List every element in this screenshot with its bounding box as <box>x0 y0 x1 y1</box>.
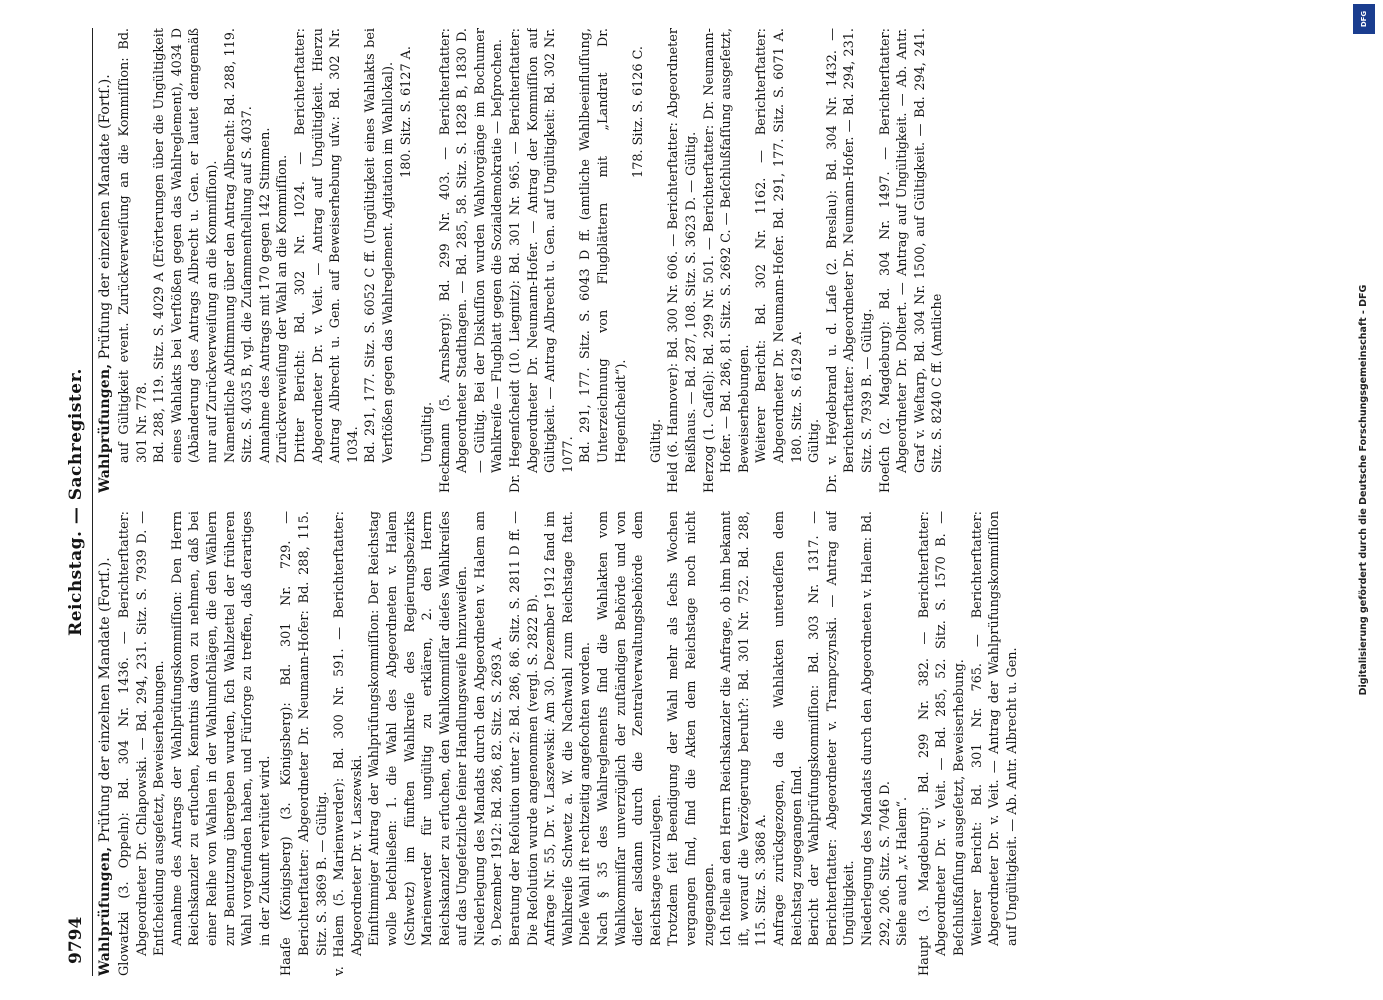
entry-paragraph: Dr. Hegenſcheidt (10. Liegnitz): Bd. 301 Nr. 965. — Berichterſtatter: Abgeordneter Dr. Neumann-Hofer. — Antrag der Kommiſſion auf Gültigkeit. — Antrag Albrecht u. Gen. auf Ungültigkeit: Bd. 302 Nr. 1077. <box>508 28 576 493</box>
entry-paragraph: Niederlegung des Mandats durch den Abgeordneten v. Halem am 9. Dezember 1912: Bd. 286, 82. Sitz. S. 2693 A. <box>472 511 506 946</box>
entry-paragraph: Beratung der Reſolution unter 2: Bd. 286, 86. Sitz. S. 2811 D ff. — Die Reſolution wurde angenommen (vergl. S. 2822 B). <box>508 511 541 946</box>
entry-paragraph: Gültig. <box>807 418 823 463</box>
entry-paragraph: v. Halem (5. Marienwerder): Bd. 300 Nr. 591. — Berichterſtatter: Abgeordneter Dr. v. Laszewski. <box>332 511 365 976</box>
credit-text: Digitalisierung gefördert durch die Deutsche Forschungsgemeinschaft - DFG <box>1358 284 1369 696</box>
entry-paragraph: Trotzdem ſeit Beendigung der Wahl mehr als ſechs Wochen vergangen ſind, ſind die Akten dem Reichstage noch nicht zugegangen. <box>666 511 717 946</box>
dfg-logo-text: DFG <box>1360 10 1368 28</box>
entry-paragraph: auf Gültigkeit event. Zurückverweiſung an die Kommiſſion: Bd. 301 Nr. 778. <box>117 28 150 463</box>
entry-paragraph: Haupt (3. Magdeburg): Bd. 299 Nr. 382. — Berichterſtatter: Abgeordneter Dr. v. Veit. — Bd. 285, 52. Sitz. S. 1570 B. — Beſchlußfaſſung ausgeſetzt, Beweiserhebung. <box>916 511 967 976</box>
entry-paragraph: Ich ſtelle an den Herrn Reichskanzler die Anfrage, ob ihm bekannt iſt, worauf die Verzögerung beruht?: Bd. 301 Nr. 752. Bd. 288, 115. Sitz. S. 3868 A. <box>719 511 770 946</box>
entry-paragraph: Siehe auch „v. Halem“. <box>895 796 911 946</box>
entry-paragraph: Bd. 291, 177. Sitz. S. 6052 C ff. (Ungültigkeit eines Wahlakts bei Verſtößen gegen das Wahlreglement. Agitation im Wahllokal). <box>363 28 396 463</box>
left-column <box>96 511 1300 976</box>
entry-paragraph: Nach § 35 des Wahlreglements ſind die Wahlakten vom Wahlkommiſſar unverzüglich der zuſtändigen Behörde und von dieſer alsdann durch die Zentralverwaltungsbehörde dem Reichstage vorzulegen. <box>596 511 664 946</box>
entry-paragraph: Hoeſch (2. Magdeburg): Bd. 304 Nr. 1497. — Berichterſtatter: Abgeordneter Dr. Doltert. — Antrag auf Ungültigkeit. — Ab. Antr. Graf v. Weſtarp, Bd. 304 Nr. 1500, auf Gültigkeit. — Bd. 294, 241. Sitz. S. 8240 C ff. (Amtliche <box>877 28 946 493</box>
column-heading <box>96 511 114 976</box>
entry-paragraph: Heckmann (5. Arnsberg): Bd. 299 Nr. 403. — Berichterſtatter: Abgeordneter Stadthagen. — Bd. 285, 58. Sitz. S. 1828 B, 1830 D. — Gültig. Bei der Diskuſſion wurden Wahlvorgänge im Bochumer Wahlkreiſe — Flugblatt gegen die Sozialdemokratie — beſprochen. <box>437 28 506 493</box>
entry-paragraph: Anfrage Nr. 55, Dr. v. Laszewski: Am 30. Dezember 1912 fand im Wahlkreiſe Schwetz a. W. die Nachwahl zum Reichstage ſtatt. Dieſe Wahl iſt rechtzeitig angefochten worden. <box>543 511 594 946</box>
heading-rest: Prüfung der einzelnen Mandate (Fortſ.). <box>97 74 113 364</box>
page-number: 9794 <box>66 916 86 964</box>
entry-paragraph: Bd. 291, 177. Sitz. S. 6043 D ff. (amtliche Wahlbeeinfluſſung, Unterzeichnung von Flugblättern mit „Landrat Dr. Hegenſcheidt“). <box>578 28 629 463</box>
entry-paragraph: Glowatzki (3. Oppeln): Bd. 304 Nr. 1436. — Berichterſtatter: Abgeordneter Dr. Chlapowski. — Bd. 294, 231. Sitz. S. 7939 D. — Entſcheidung ausgeſetzt, Beweiserhebungen. <box>117 511 168 976</box>
entry-paragraph: Dritter Bericht: Bd. 302 Nr. 1024. — Berichterſtatter: Abgeordneter Dr. v. Veit. — Antrag auf Ungültigkeit. Hierzu Antrag Albrecht u. Gen. auf Beweiserhebung uſw.: Bd. 302 Nr. 1034. <box>292 28 361 463</box>
digitization-credit <box>1349 20 1379 960</box>
entry-paragraph: 180. Sitz. S. 6127 A. <box>398 46 414 178</box>
entry-paragraph: Herzog (1. Caſſel): Bd. 299 Nr. 501. — Berichterſtatter: Dr. Neumann-Hofer. — Bd. 286, 81. Sitz. S. 2692 C. — Beſchlußfaſſung ausgeſetzt, Beweiserhebungen. <box>701 28 752 493</box>
entry-paragraph: Anfrage zurückgezogen, da die Wahlakten unterdeſſen dem Reichstag zugegangen ſind. <box>771 511 805 946</box>
entry-paragraph: Haaſe (Königsberg) (3. Königsberg): Bd. 301 Nr. 729. — Berichterſtatter: Abgeordneter Dr. Neumann-Hofer: Bd. 288, 115. Sitz. S. 3869 B. — Gültig. <box>279 511 330 976</box>
entry-paragraph: Niederlegung des Mandats durch den Abgeordneten v. Halem: Bd. 292, 206. Sitz. S. 7046 D. <box>859 511 893 946</box>
page-title: Reichstag. — Sachregister. <box>66 368 86 636</box>
right-column <box>96 28 1300 493</box>
entry-paragraph: Bd. 288, 119. Sitz. S. 4029 A (Erörterungen über die Ungültigkeit eines Wahlakts bei Verſtößen gegen das Wahlreglement), 4034 D (Abänderung des Antrags Albrecht u. Gen. er lautet demgemäß nur auf Zurückverweiſung an die Kommiſſion). <box>152 28 220 463</box>
entry-paragraph: Zurückverweiſung der Wahl an die Kommiſſion. <box>275 154 291 463</box>
text-columns <box>96 28 1300 976</box>
heading-bold: Wahlprüfungen, <box>97 363 113 493</box>
entry-paragraph: Bericht der Wahlprüfungskommiſſion: Bd. 303 Nr. 1317. — Berichterſtatter: Abgeordneter v. Trampczynski. — Antrag auf Ungültigkeit. <box>807 511 858 946</box>
heading-rest: Prüfung der einzelnen Mandate (Fortſ.). <box>97 557 113 847</box>
entry-paragraph: Namentliche Abſtimmung über den Antrag Albrecht: Bd. 288, 119. Sitz. S. 4035 B, vgl. die Zuſammenſtellung auf S. 4037. <box>222 28 256 463</box>
entry-paragraph: Annahme des Antrags der Wahlprüfungskommiſſion: Den Herrn Reichskanzler zu erſuchen, Kenntnis davon zu nehmen, daß bei einer Reihe von Wahlen in der Wahlumſchlägen, die den Wählern zur Benutzung übergeben wurden, ſich Wahlzettel der früheren Wahl vorgefunden haben, und Fürſorge zu treffen, daß derartiges in der Zukunft verhütet wird. <box>169 511 273 946</box>
entry-paragraph: Dr. v. Heydebrand u. d. Laſe (2. Breslau): Bd. 304 Nr. 1432. — Berichterſtatter: Abgeordneter Dr. Neumann-Hofer. — Bd. 294, 231. Sitz. S. 7939 B. — Gültig. <box>824 28 875 493</box>
entry-paragraph: Ungültig. <box>420 401 436 463</box>
entry-paragraph: Gültig. <box>648 418 664 463</box>
column-heading <box>96 28 114 493</box>
entry-paragraph: Einſtimmiger Antrag der Wahlprüfungskommiſſion: Der Reichstag wolle beſchließen: 1. die Wahl des Abgeordneten v. Halem (Schwetz) im fünften Wahlkreiſe des Regierungsbezirks Marienwerder für ungültig zu erklären, 2. den Herrn Reichskanzler zu erſuchen, den Wahlkommiſſar dieſes Wahlkreiſes auf das Ungeſetzliche ſeiner Handlungsweiſe hinzuweiſen. <box>367 511 471 946</box>
entry-paragraph: Annahme des Antrags mit 170 gegen 142 Stimmen. <box>257 127 273 463</box>
running-head <box>52 28 93 976</box>
heading-bold: Wahlprüfungen, <box>97 846 113 976</box>
entry-paragraph: Held (6. Hannover): Bd. 300 Nr. 606. — Berichterſtatter: Abgeordneter Reißhaus. — Bd. 287, 108. Sitz. S. 3623 D. — Gültig. <box>666 28 699 493</box>
entry-paragraph: Weiterer Bericht: Bd. 301 Nr. 765. — Berichterſtatter: Abgeordneter Dr. v. Veit. — Antrag der Wahlprüfungskommiſſion auf Ungültigkeit. — Ab. Antr. Albrecht u. Gen. <box>969 511 1020 946</box>
entry-paragraph: Weiterer Bericht: Bd. 302 Nr. 1162. — Berichterſtatter: Abgeordneter Dr. Neumann-Hofer. Bd. 291, 177. Sitz. S. 6071 A. 180. Sitz. S. 6129 A. <box>754 28 805 463</box>
entry-paragraph: 178. Sitz. S. 6126 C. <box>631 46 647 178</box>
